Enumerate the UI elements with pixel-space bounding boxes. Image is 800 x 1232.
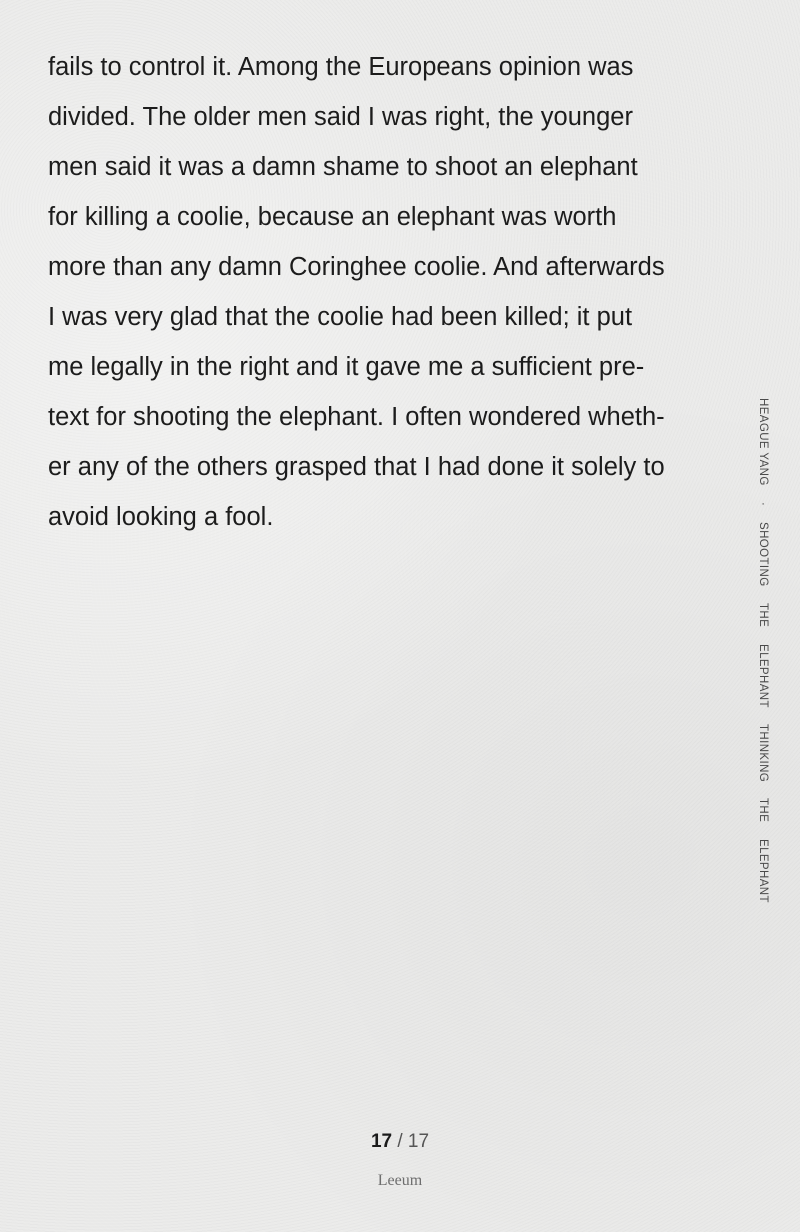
running-title-word: SHOOTING xyxy=(757,522,769,587)
running-title-word: ELEPHANT xyxy=(757,643,769,708)
text-line: men said it was a damn shame to shoot an elephant xyxy=(48,153,638,181)
text-line: fails to control it. Among the Europeans opinion was xyxy=(48,53,634,81)
text-line: divided. The older men said I was right, the younger xyxy=(48,103,633,131)
running-title-author: HEAGUE YANG xyxy=(757,398,769,486)
text-line: er any of the others grasped that I had done it solely to xyxy=(48,453,665,481)
publisher-name: Leeum xyxy=(377,1172,423,1189)
running-title-word: ELEPHANT xyxy=(757,838,769,903)
current-page-number: 17 xyxy=(370,1131,393,1152)
text-line: I was very glad that the coolie had been killed; it put xyxy=(48,303,633,331)
text-line: for killing a coolie, because an elephant was worth xyxy=(48,203,617,231)
text-line: avoid looking a fool. xyxy=(48,503,274,531)
page-body-text xyxy=(48,42,728,542)
running-title-separator: · xyxy=(757,501,769,507)
total-page-count: 17 xyxy=(407,1131,430,1152)
text-line: me legally in the right and it gave me a sufficient pre- xyxy=(48,353,645,381)
running-title-word: THE xyxy=(757,603,769,628)
page-counter xyxy=(0,1131,800,1153)
running-title-word: THINKING xyxy=(757,723,769,782)
text-line: text for shooting the elephant. I often wondered wheth- xyxy=(48,403,665,431)
text-line: more than any damn Coringhee coolie. And afterwards xyxy=(48,253,665,281)
running-title-vertical xyxy=(757,398,769,902)
running-title-word: THE xyxy=(757,798,769,823)
page-counter-separator: / xyxy=(397,1131,403,1152)
